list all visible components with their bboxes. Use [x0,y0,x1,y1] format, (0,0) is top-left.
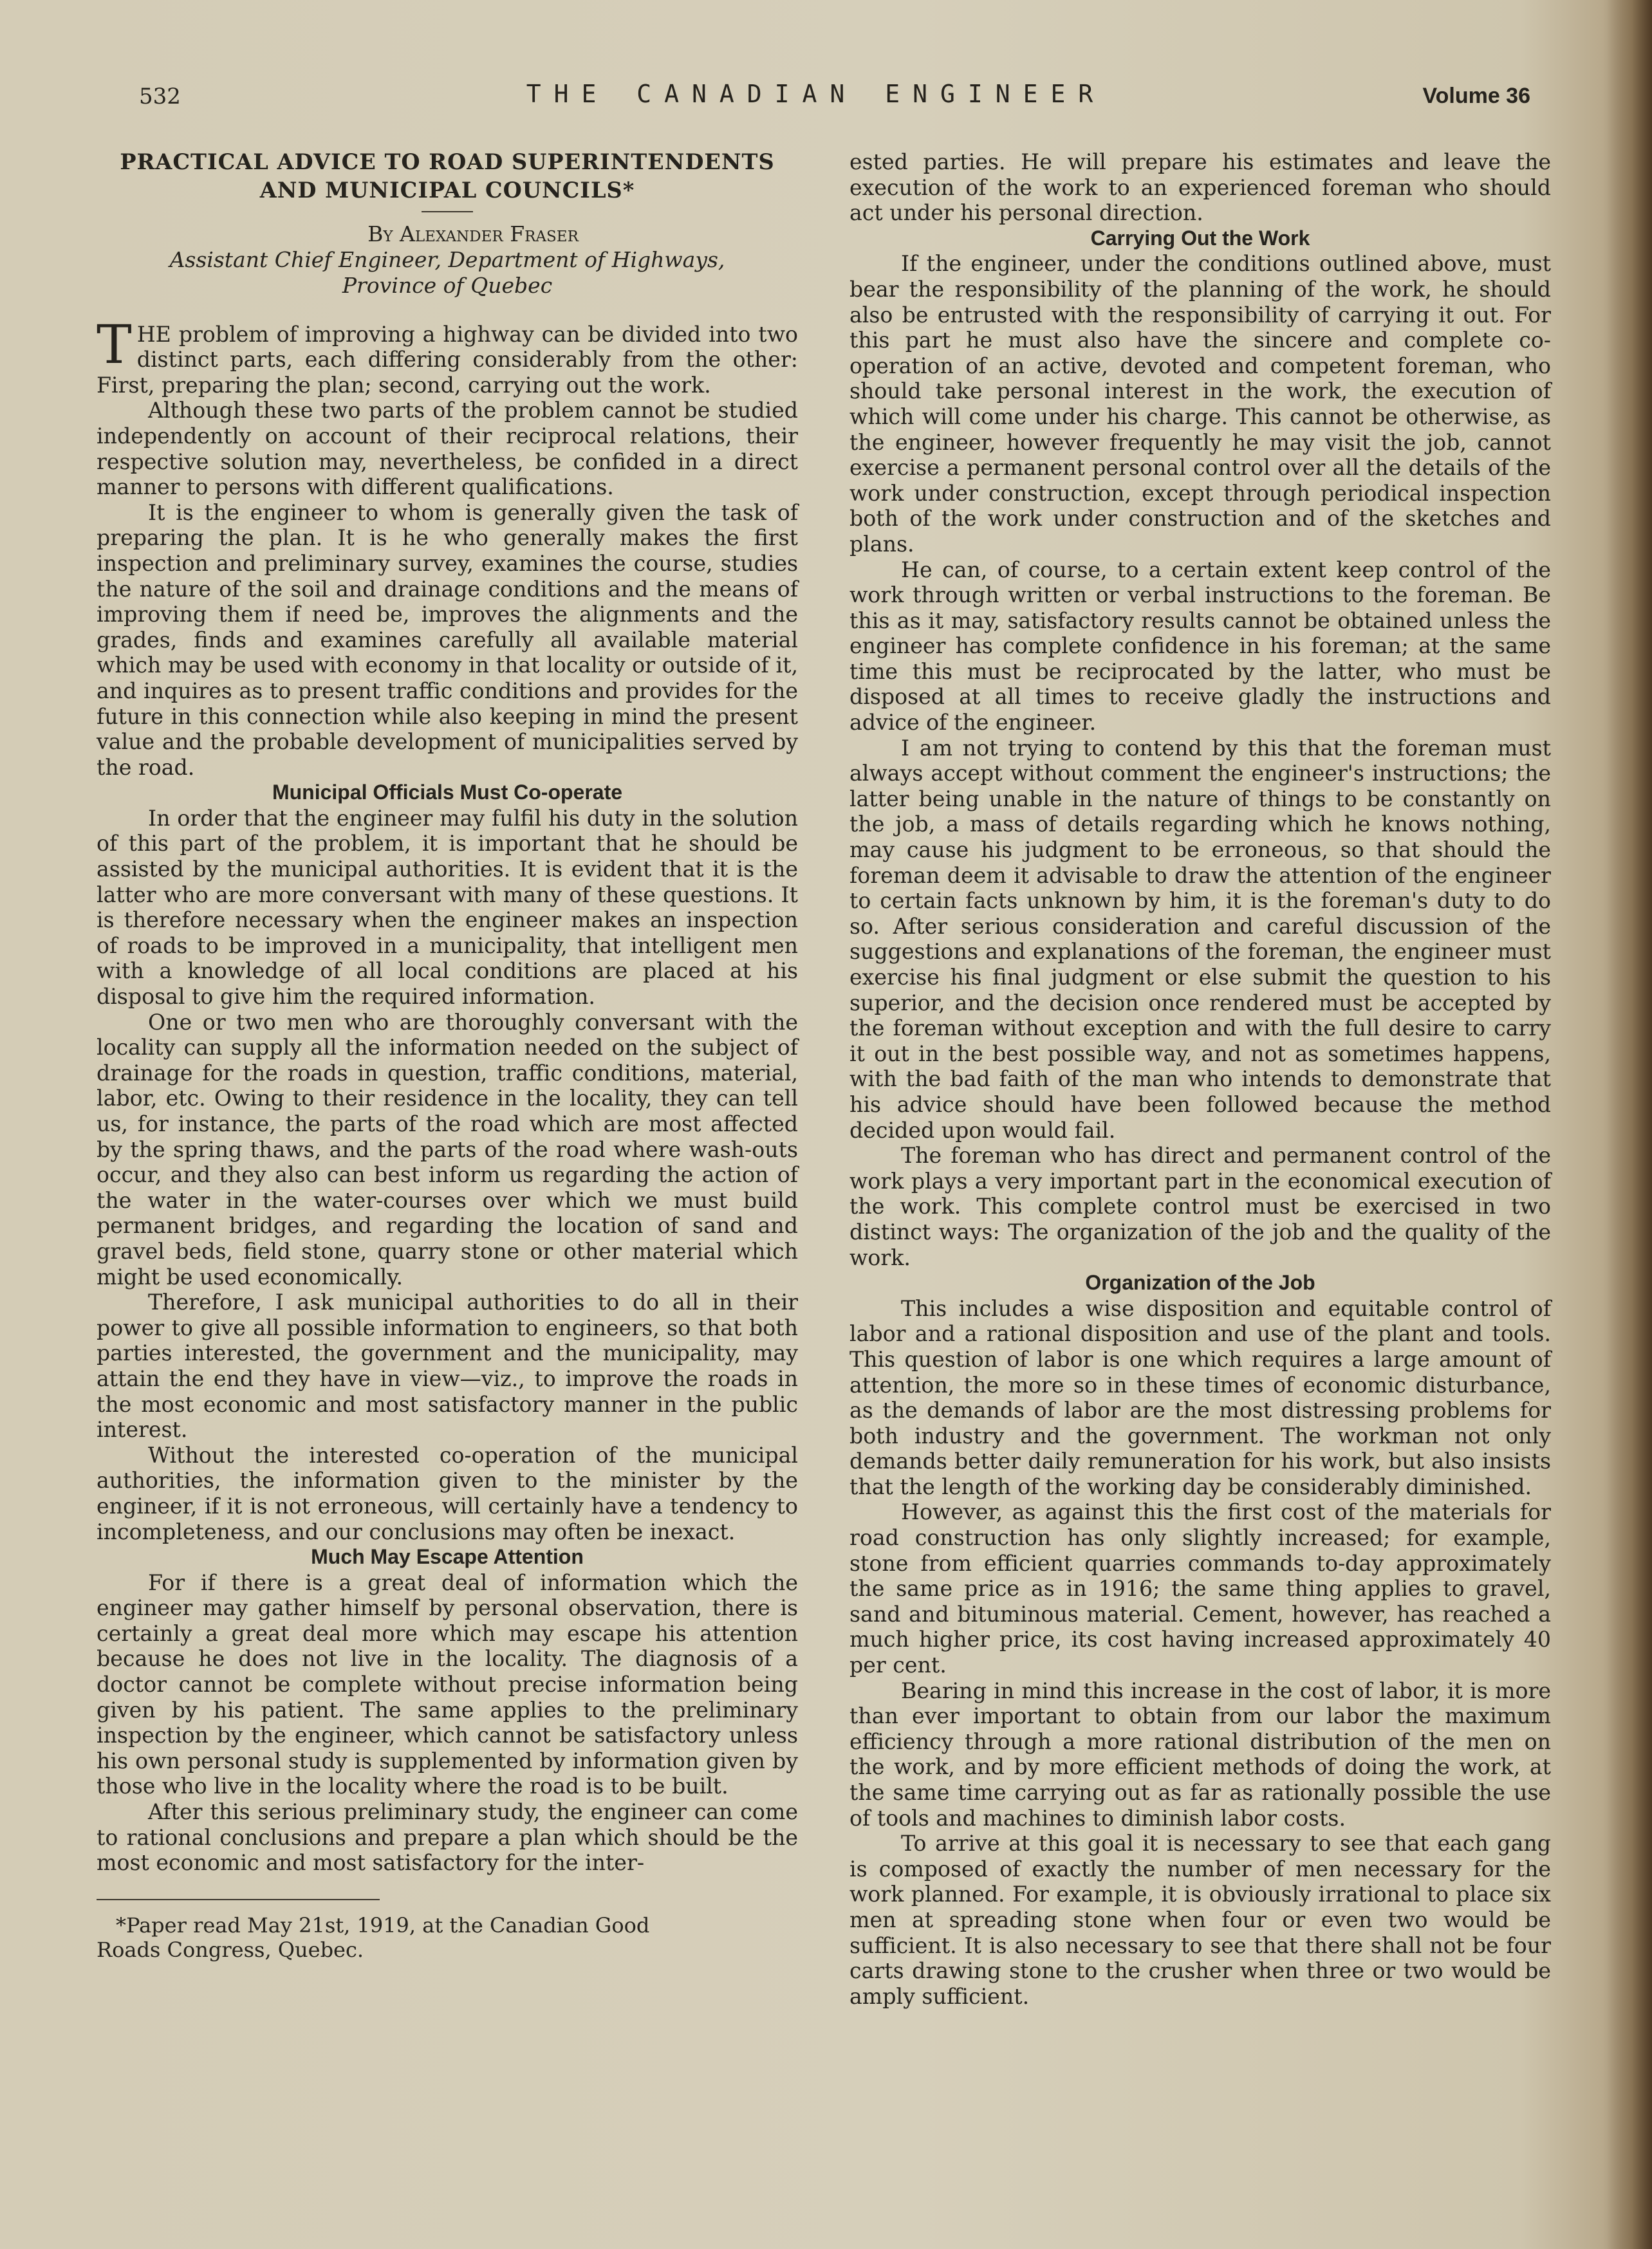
paragraph: In order that the engineer may fulfil his duty in the solution of this part of the problem, it is important that he should be assisted by the municipal authorities. It is evident that it is the latter who are more conversant with many of these questions. It is therefore necessary when the engineer makes an inspection of roads to be improved in a municipality, that intelligent men with a knowledge of all local conditions are placed at his disposal to give him the required information. [97,805,798,1010]
paragraph: He can, of course, to a certain extent keep control of the work through written or verbal instructions to the foreman. Be this as it may, satisfactory results cannot be obtained unless the engineer has complete confidence in his foreman; at the same time this must be reciprocated by the latter, who must be disposed at all times to receive gladly the instructions and advice of the engineer. [849,557,1551,736]
paragraph: If the engineer, under the conditions outlined above, must bear the responsibility of the planning of the work, he should also be entrusted with the responsibility of carrying it out. For this part he must also have the sincere and complete co-operation of an active, devoted and competent foreman, who should take personal interest in the work, the execution of which will come under his charge. This cannot be otherwise, as the engineer, however frequently he may visit the job, cannot exercise a permanent personal control over all the details of the work under construction, except through periodical inspection both of the work under construction and of the sketches and plans. [849,251,1551,557]
paragraph: For if there is a great deal of information which the engineer may gather himself by personal observation, there is certainly a great deal more which may escape his attention because he does not live in the locality. The diagnosis of a doctor cannot be complete without precise information being given by his patient. The same applies to the preliminary inspection by the engineer, which cannot be satisfactory unless his own personal study is supplemented by information given by those who live in the locality where the road is to be built. [97,1569,798,1799]
title-divider [422,211,473,212]
section-heading: Municipal Officials Must Co-operate [272,781,623,804]
paragraph: Although these two parts of the problem cannot be studied independently on account of their reciprocal relations, their respective solution may, nevertheless, be confided in a direct manner to persons with different qualifications. [97,398,798,500]
paragraph: The foreman who has direct and permanent control of the work plays a very important part in the economical execution of the work. This complete control must be exercised in two distinct ways: The organization of the job and the quality of the work. [849,1143,1551,1270]
footnote-divider [97,1899,380,1900]
paragraph: ested parties. He will prepare his estimates and leave the execution of the work to an experienced foreman who should act under his personal direction. [849,149,1551,226]
section-heading: Organization of the Job [1085,1271,1315,1295]
left-column [97,148,798,1962]
article-title-line-2: AND MUNICIPAL COUNCILS* [259,178,635,203]
running-head [102,77,1530,116]
paragraph [97,314,798,398]
volume-label: Volume 36 [1422,84,1530,108]
affiliation-line-2: Province of Quebec [342,272,553,298]
paragraph: One or two men who are thoroughly conversant with the locality can supply all the information needed on the subject of drainage for the roads in question, traffic conditions, material, labor, etc. Owing to their residence in the locality, they can tell us, for instance, the parts of the road which are most affected by the spring thaws, and the parts of the road where wash-outs occur, and they also can best inform us regarding the action of the water in the water-courses over which we must build permanent bridges, and regarding the location of sand and gravel beds, field stone, quarry stone or other material which might be used economically. [97,1009,798,1290]
drop-cap: T [97,314,132,376]
article-title-line-1: PRACTICAL ADVICE TO ROAD SUPERINTENDENTS [120,149,775,174]
article-title [97,148,798,205]
right-column [849,149,1551,2009]
paragraph: It is the engineer to whom is generally given the task of preparing the plan. It is he who generally makes the first inspection and preliminary survey, examines the course, studies the nature of the soil and drainage conditions and the means of improving them if need be, improves the alignments and the grades, finds and examines carefully all available material which may be used with economy in that locality or outside of it, and inquires as to present traffic conditions and provides for the future in this connection while also keeping in mind the present value and the probable development of municipalities served by the road. [97,499,798,780]
paragraph: I am not trying to contend by this that the foreman must always accept without comment the engineer's instructions; the latter being unable in the nature of things to be constantly on the job, a mass of details regarding which he knows nothing, may cause his judgment to be erroneous, so that should the foreman deem it advisable to draw the attention of the engineer to certain facts unknown by him, it is the foreman's duty to do so. After serious consideration and careful discussion of the suggestions and explanations of the foreman, the engineer must exercise his final judgment or else submit the question to his superior, and the decision once rendered must be accepted by the foreman without exception and with the full desire to carry it out in the best possible way, and not as sometimes happens, with the bad faith of the man who intends to demonstrate that his advice should have been followed because the method decided upon would fail. [849,735,1551,1143]
page-binding-shadow [1607,0,1652,2249]
section-heading: Carrying Out the Work [1090,226,1310,250]
paragraph: To arrive at this goal it is necessary to see that each gang is composed of exactly the number of men necessary for the work planned. For example, it is obviously irrational to place six men at spreading stone when four or even two would be sufficient. It is also necessary to see that there shall not be four carts drawing stone to the crusher when three or two would be amply sufficient. [849,1831,1551,2009]
page-number: 532 [139,84,181,109]
paragraph: Without the interested co-operation of the municipal authorities, the information given to the minister by the engineer, if it is not erroneous, will certainly have a tendency to incompleteness, and our conclusions may often be inexact. [97,1442,798,1544]
author-affiliation [97,247,798,299]
byline: By Alexander Fraser [367,221,579,246]
footnote-line-2: Roads Congress, Quebec. [97,1937,364,1962]
footnote-line-1: *Paper read May 21st, 1919, at the Canadian Good [116,1912,650,1938]
journal-title: THE CANADIAN ENGINEER [526,80,1106,108]
paragraph: However, as against this the first cost of the materials for road construction has only slightly increased; for example, stone from efficient quarries commands to-day approximately the same price as in 1916; the same thing applies to gravel, sand and bituminous material. Cement, however, has reached a much higher price, its cost having increased approximately 40 per cent. [849,1499,1551,1678]
affiliation-line-1: Assistant Chief Engineer, Department of Highways, [169,246,725,272]
paragraph: This includes a wise disposition and equitable control of labor and a rational disposition and use of the plant and tools. This question of labor is one which requires a large amount of attention, the more so in these times of economic disturbance, as the demands of labor are the most distressing problems for both industry and the government. The workman not only demands better daily remuneration for his work, but also insists that the length of the working day be considerably diminished. [849,1295,1551,1499]
paragraph-text: HE problem of improving a highway can be divided into two distinct parts, each differing considerably from the other: First, preparing the plan; second, carrying out the work. [97,321,798,398]
paragraph: Bearing in mind this increase in the cost of labor, it is more than ever important to obtain from our labor the maximum efficiency through a more rational distribution of the men on the work, and by more efficient methods of doing the work, at the same time carrying out as far as rationally possible the use of tools and machines to diminish labor costs. [849,1678,1551,1831]
paragraph: Therefore, I ask municipal authorities to do all in their power to give all possible information to engineers, so that both parties interested, the government and the municipality, may attain the end they have in view—viz., to improve the roads in the most economic and most satisfactory manner in the public interest. [97,1290,798,1443]
section-heading: Much May Escape Attention [311,1545,584,1569]
paragraph: After this serious preliminary study, the engineer can come to rational conclusions and prepare a plan which should be the most economic and most satisfactory for the inter- [97,1799,798,1876]
